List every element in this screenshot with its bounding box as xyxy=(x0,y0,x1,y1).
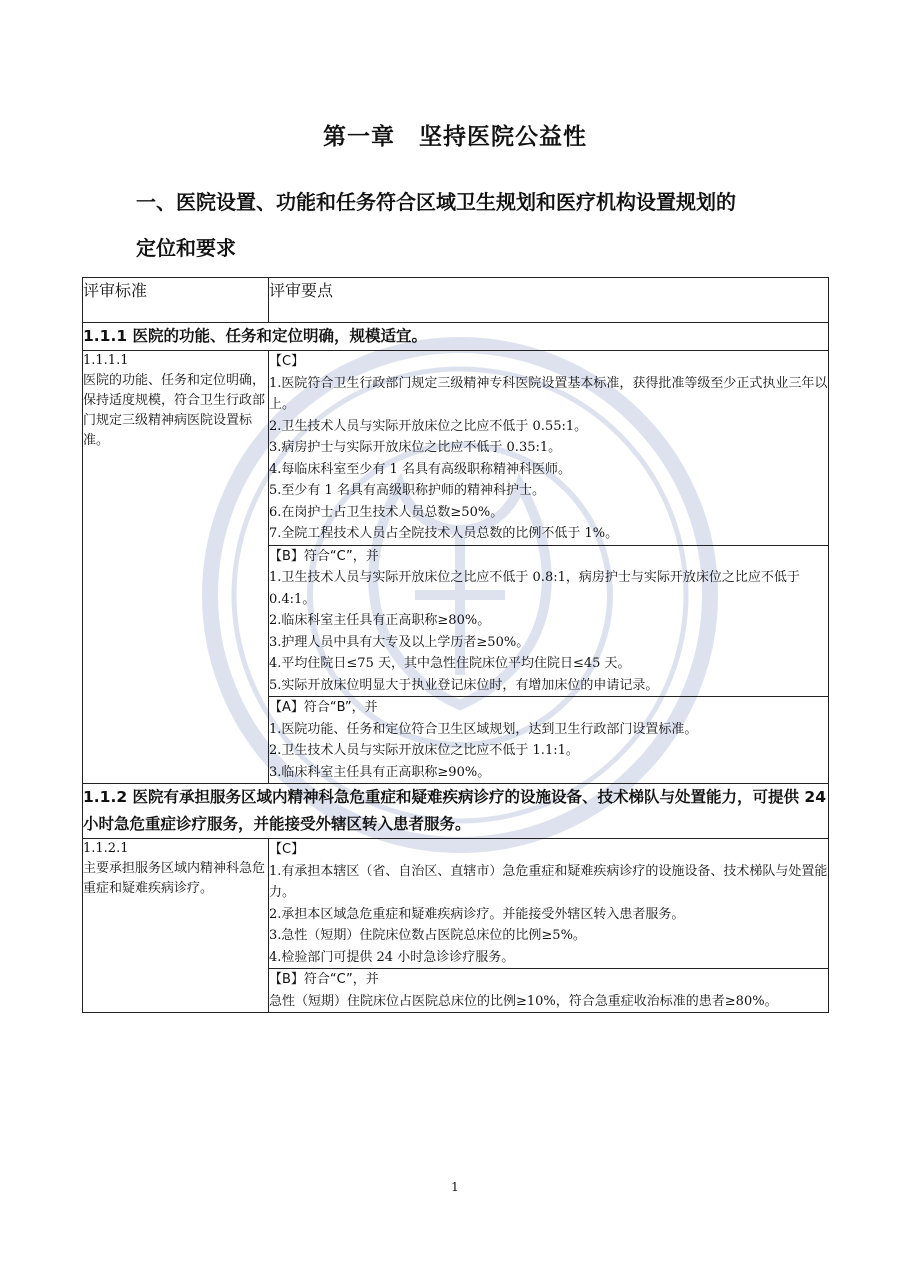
grade-b-cell xyxy=(269,969,829,1013)
grade-c-head: 【C】 xyxy=(269,354,305,369)
subsection-title-1-1-2: 1.1.2 医院有承担服务区域内精神科急危重症和疑难疾病诊疗的设施设备、技术梯队与处置能力，可提供 24 小时急危重症诊疗服务，并能接受外辖区转入患者服务。 xyxy=(83,784,829,839)
standard-cell-1-1-2-1 xyxy=(83,839,269,1013)
subsection-title-1-1-1: 1.1.1 医院的功能、任务和定位明确，规模适宜。 xyxy=(83,323,829,351)
chapter-title: 第一章 坚持医院公益性 xyxy=(323,124,587,150)
list-item: 1.有承担本辖区（省、自治区、直辖市）急危重症和疑难疾病诊疗的设施设备、技术梯队与处置能力。 xyxy=(269,863,828,900)
table-row xyxy=(83,839,829,969)
list-item: 2.卫生技术人员与实际开放床位之比应不低于 1.1:1。 xyxy=(269,743,579,758)
standard-text: 医院的功能、任务和定位明确，保持适度规模，符合卫生行政部门规定三级精神病医院设置标准。 xyxy=(83,373,266,448)
list-item: 5.至少有 1 名具有高级职称护师的精神科护士。 xyxy=(269,483,545,498)
list-item: 2.卫生技术人员与实际开放床位之比应不低于 0.55:1。 xyxy=(269,418,588,434)
grade-c-head: 【C】 xyxy=(269,842,305,857)
table-row xyxy=(83,351,829,546)
list-item: 2.临床科室主任具有正高职称≥80%。 xyxy=(269,613,491,628)
list-item: 急性（短期）住院床位占医院总床位的比例≥10%，符合急重症收治标准的患者≥80%。 xyxy=(269,993,778,1009)
section-title-line-2: 定位和要求 xyxy=(136,236,236,260)
standard-code: 1.1.2.1 xyxy=(83,841,129,856)
list-item: 5.实际开放床位明显大于执业登记床位时，有增加床位的申请记录。 xyxy=(269,677,659,693)
list-item: 4.每临床科室至少有 1 名具有高级职称精神科医师。 xyxy=(269,461,571,477)
grade-c-cell xyxy=(269,839,829,969)
review-standards-table xyxy=(82,277,829,1013)
header-standard: 评审标准 xyxy=(83,278,269,323)
grade-c-cell xyxy=(269,351,829,546)
list-item: 4.检验部门可提供 24 小时急诊诊疗服务。 xyxy=(269,949,515,965)
list-item: 6.在岗护士占卫生技术人员总数≥50%。 xyxy=(269,504,504,520)
list-item: 1.卫生技术人员与实际开放床位之比应不低于 0.8:1，病房护士与实际开放床位之比应不低于 0.4:1。 xyxy=(269,570,800,607)
grade-a-head: 【A】符合“B”，并 xyxy=(269,700,378,715)
list-item: 2.承担本区域急危重症和疑难疾病诊疗。并能接受外辖区转入患者服务。 xyxy=(269,906,685,922)
list-item: 3.护理人员中具有大专及以上学历者≥50%。 xyxy=(269,634,530,650)
list-item: 3.临床科室主任具有正高职称≥90%。 xyxy=(269,764,491,780)
list-item: 3.病房护士与实际开放床位之比应不低于 0.35:1。 xyxy=(269,440,562,455)
list-item: 1.医院功能、任务和定位符合卫生区域规划，达到卫生行政部门设置标准。 xyxy=(269,721,698,737)
grade-b-head: 【B】符合“C”，并 xyxy=(269,548,379,564)
subsection-row-1-1-2 xyxy=(83,784,829,839)
grade-b-cell xyxy=(269,545,829,697)
header-key-points: 评审要点 xyxy=(269,278,829,323)
subsection-row-1-1-1 xyxy=(83,323,829,351)
grade-b-head: 【B】符合“C”，并 xyxy=(269,972,379,987)
grade-a-cell xyxy=(269,697,829,784)
standard-cell-1-1-1-1 xyxy=(83,351,269,784)
list-item: 7.全院工程技术人员占全院技术人员总数的比例不低于 1%。 xyxy=(269,526,619,541)
list-item: 3.急性（短期）住院床位数占医院总床位的比例≥5%。 xyxy=(269,928,586,943)
standard-text: 主要承担服务区域内精神科急危重症和疑难疾病诊疗。 xyxy=(83,861,266,896)
list-item: 1.医院符合卫生行政部门规定三级精神专科医院设置基本标准，获得批准等级至少正式执业三年以上。 xyxy=(269,375,828,412)
list-item: 4.平均住院日≤75 天，其中急性住院床位平均住院日≤45 天。 xyxy=(269,656,631,671)
table-header-row xyxy=(83,278,829,323)
page-number: 1 xyxy=(451,1180,459,1194)
section-title-line-1: 一、医院设置、功能和任务符合区域卫生规划和医疗机构设置规划的 xyxy=(136,190,736,214)
standard-code: 1.1.1.1 xyxy=(83,353,129,368)
